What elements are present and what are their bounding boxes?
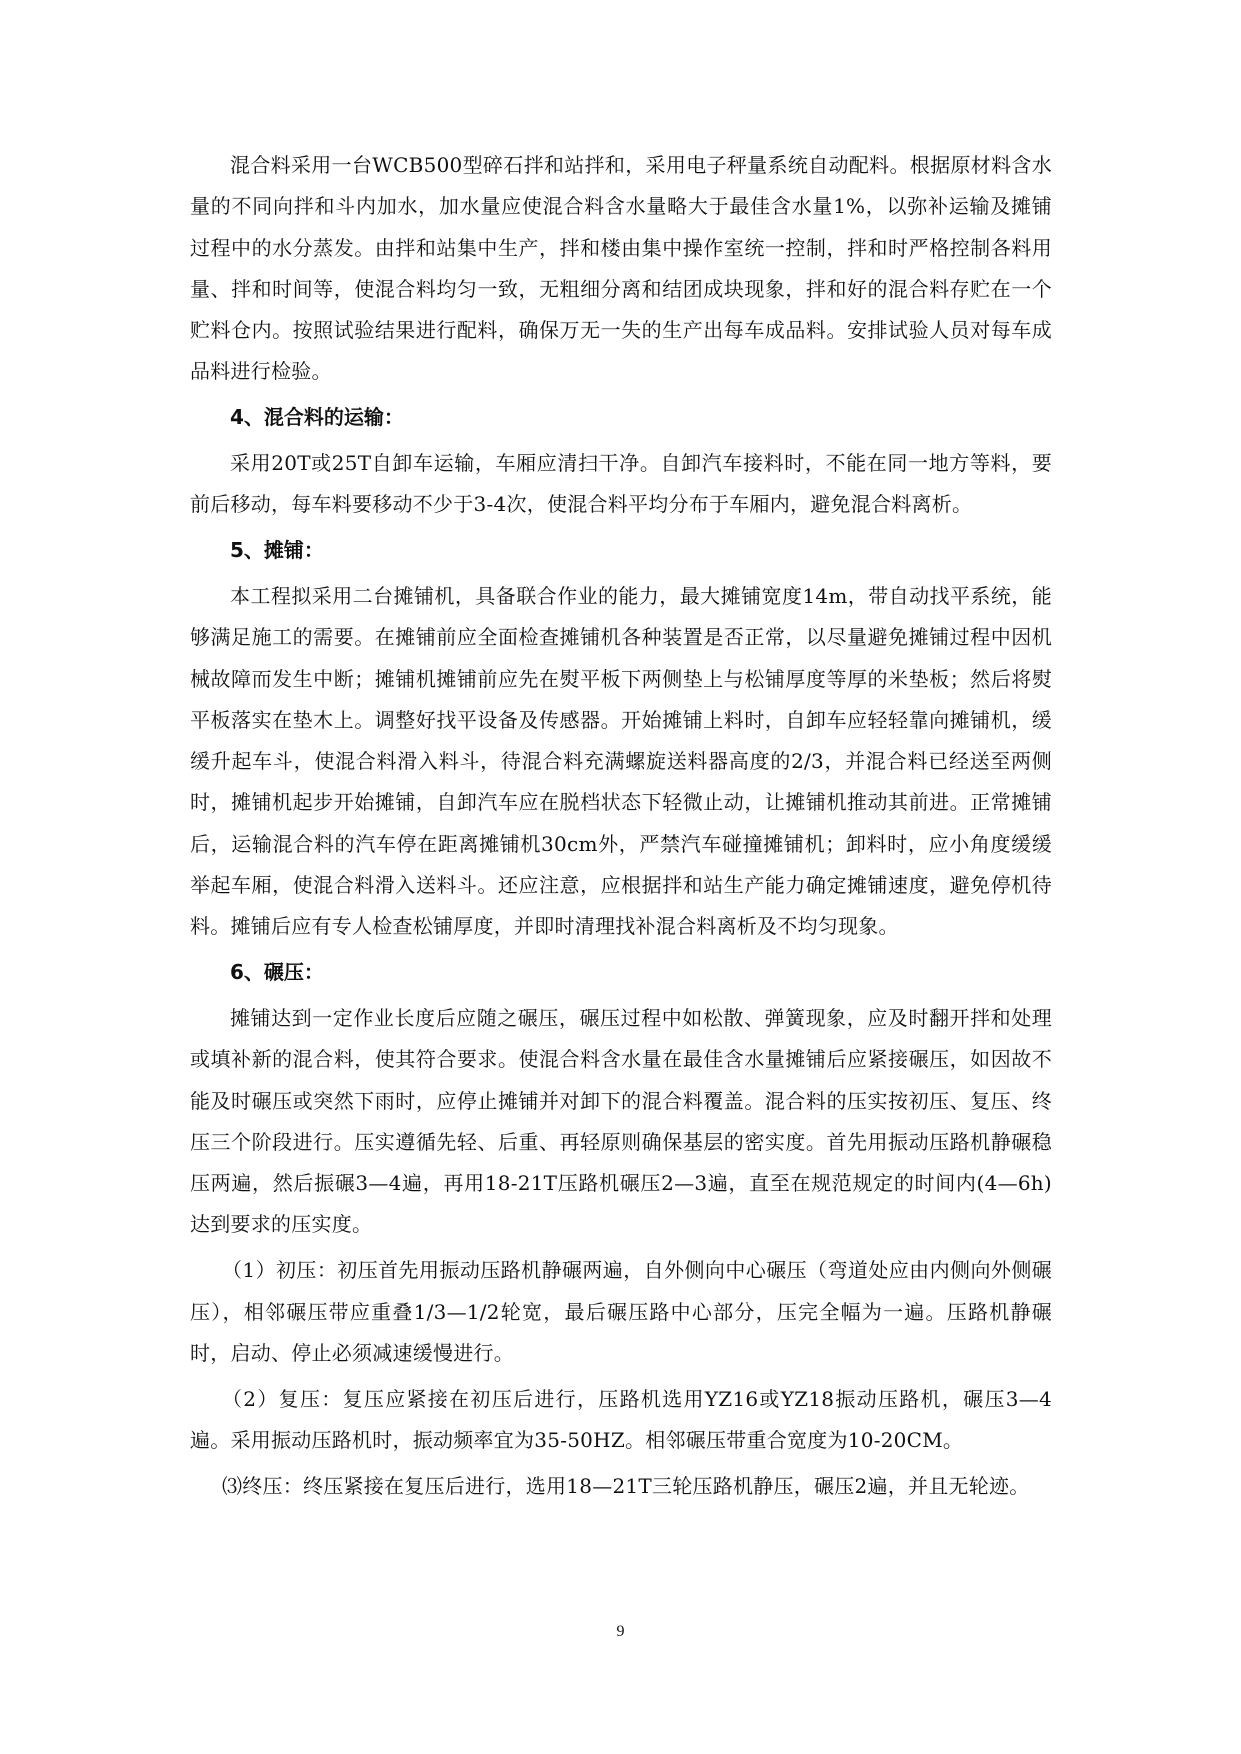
paragraph-paving: 本工程拟采用二台摊铺机，具备联合作业的能力，最大摊铺宽度14m，带自动找平系统，能够满足施工的需要。在摊铺前应全面检查摊铺机各种装置是否正常，以尽量避免摊铺过程中因机械故障而发生中断；摊铺机摊铺前应先在熨平板下两侧垫上与松铺厚度等厚的米垫板；然后将熨平板落实在垫木上。调整好找平设备及传感器。开始摊铺上料时，自卸车应轻轻靠向摊铺机，缓缓升起车斗，使混合料滑入料斗，待混合料充满螺旋送料器高度的2/3，并混合料已经送至两侧时，摊铺机起步开始摊铺，自卸汽车应在脱档状态下轻微止动，让摊铺机推动其前进。正常摊铺后，运输混合料的汽车停在距离摊铺机30cm外，严禁汽车碰撞摊铺机；卸料时，应小角度缓缓举起车厢，使混合料滑入送料斗。还应注意，应根据拌和站生产能力确定摊铺速度，避免停机待料。摊铺后应有专人检查松铺厚度，并即时清理找补混合料离析及不均匀现象。 — [190, 583, 1052, 939]
paragraph-mixing: 混合料采用一台WCB500型碎石拌和站拌和，采用电子秤量系统自动配料。根据原材料含水量的不同向拌和斗内加水，加水量应使混合料含水量略大于最佳含水量1%，以弥补运输及摊铺过程中的水分蒸发。由拌和站集中生产，拌和楼由集中操作室统一控制，拌和时严格控制各料用量、拌和时间等，使混合料均匀一致，无粗细分离和结团成块现象，拌和好的混合料存贮在一个贮料仓内。按照试验结果进行配料，确保万无一失的生产出每车成品料。安排试验人员对每车成品料进行检验。 — [190, 153, 1052, 384]
page-number: 9 — [616, 1623, 625, 1640]
page-body — [190, 145, 1052, 1512]
paragraph-secondary-compaction: （2）复压：复压应紧接在初压后进行，压路机选用YZ16或YZ18振动压路机，碾压3—4遍。采用振动压路机时，振动频率宜为35-50HZ。相邻碾压带重合宽度为10-20CM。 — [190, 1386, 1052, 1452]
paragraph-final-compaction: ⑶终压：终压紧接在复压后进行，选用18—21T三轮压路机静压，碾压2遍，并且无轮迹。 — [222, 1473, 1030, 1498]
paragraph-initial-compaction: （1）初压：初压首先用振动压路机静碾两遍，自外侧向中心碾压（弯道处应由内侧向外侧碾压），相邻碾压带应重叠1/3—1/2轮宽，最后碾压路中心部分，压完全幅为一遍。压路机静碾时，启动、停止必须减速缓慢进行。 — [190, 1258, 1052, 1365]
heading-compaction: 6、碾压： — [230, 960, 324, 985]
heading-transport: 4、混合料的运输： — [230, 405, 404, 430]
paragraph-transport: 采用20T或25T自卸车运输，车厢应清扫干净。自卸汽车接料时，不能在同一地方等料，要前后移动，每车料要移动不少于3-4次，使混合料平均分布于车厢内，避免混合料离析。 — [190, 451, 1052, 517]
paragraph-compaction: 摊铺达到一定作业长度后应随之碾压，碾压过程中如松散、弹簧现象，应及时翻开拌和处理或填补新的混合料，使其符合要求。使混合料含水量在最佳含水量摊铺后应紧接碾压，如因故不能及时碾压或突然下雨时，应停止摊铺并对卸下的混合料覆盖。混合料的压实按初压、复压、终压三个阶段进行。压实遵循先轻、后重、再轻原则确保基层的密实度。首先用振动压路机静碾稳压两遍，然后振碾3—4遍，再用18-21T压路机碾压2—3遍，直至在规范规定的时间内(4—6h)达到要求的压实度。 — [190, 1005, 1052, 1237]
heading-paving: 5、摊铺： — [230, 538, 324, 563]
